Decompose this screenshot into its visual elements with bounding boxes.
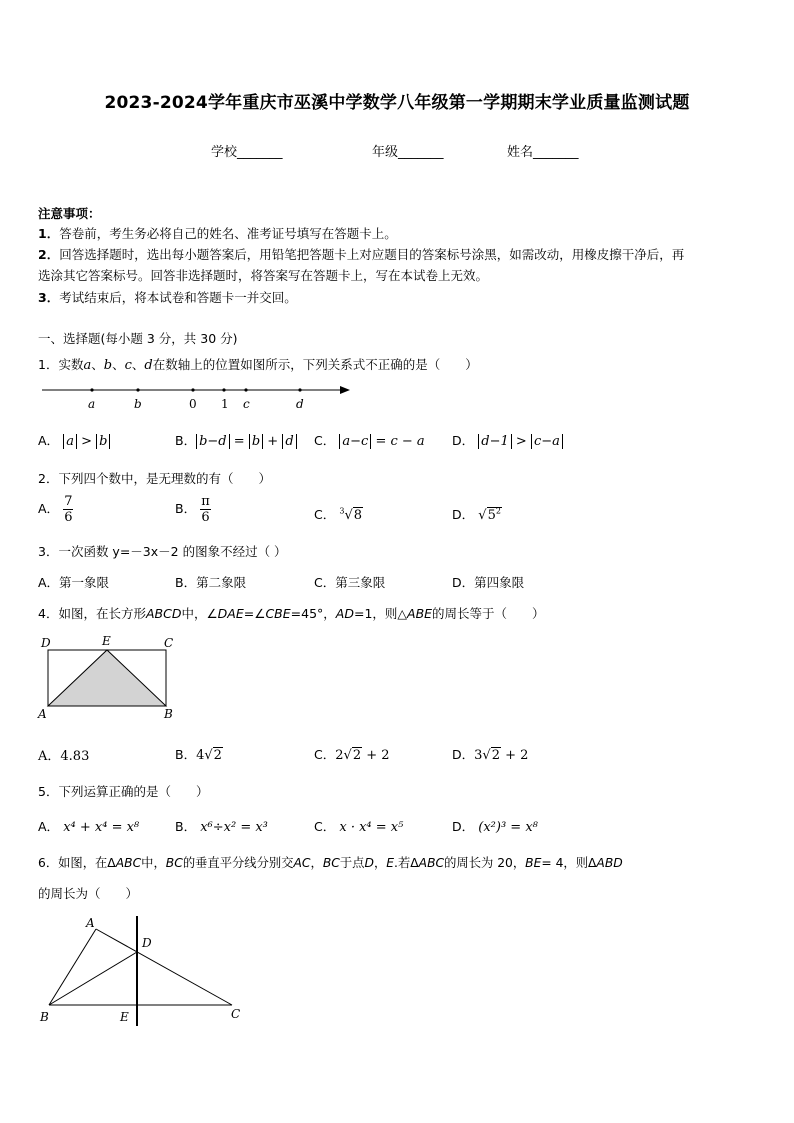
label-e: E (102, 634, 111, 648)
expr: x⁴ + x⁴ = x⁸ (63, 820, 140, 835)
q4-option-d: D．3√2 + 2 (452, 747, 529, 763)
triangle-name: ABC (418, 856, 445, 870)
point-d (298, 388, 301, 391)
notice-num: 1． (38, 226, 60, 241)
q6-text: 的周长为 20， (444, 856, 526, 870)
triangle-name: ABE (407, 606, 433, 621)
notice-text: 答卷前，考生务必将自己的姓名、准考证号填写在答题卡上。 (59, 226, 397, 241)
option-letter: A． (38, 819, 60, 834)
q1-stem-text: 在数轴上的位置如图所示，下列关系式不正确的是（ ） (152, 357, 478, 372)
radicand: 2 (213, 748, 222, 763)
var-b: b (103, 358, 113, 373)
q4-stem-text: =1，则△ (353, 606, 408, 621)
page-title: 2023-2024学年重庆市巫溪中学数学八年级第一学期期末学业质量监测试题 (104, 93, 690, 113)
triangle-abe (48, 650, 166, 706)
section-heading: 一、选择题(每小题 3 分，共 30 分) (38, 331, 238, 346)
q1-option-c (314, 431, 425, 449)
q2-option-d: D． $√5^2$ (452, 506, 501, 523)
segment-name: BC (165, 856, 183, 870)
point-a (90, 388, 93, 391)
radicand: 5 (487, 508, 496, 523)
option-letter: D． (452, 507, 475, 522)
q5-stem: 5．下列运算正确的是（ ） (38, 784, 209, 799)
var-c: c (124, 358, 132, 373)
angle-name: DAE (217, 606, 244, 621)
expr: b (96, 434, 110, 449)
q4-option-b: B．4√2 (175, 747, 222, 763)
q4-option-c: C．2√2 + 2 (314, 747, 390, 763)
segment-name: BE (525, 856, 542, 870)
expr: a (63, 434, 77, 449)
option-letter: C． (314, 747, 336, 762)
q4-figure (36, 632, 186, 724)
q6-text: 6．如图，在Δ (38, 856, 116, 870)
school-field: 学校_______ (211, 145, 283, 160)
label-a: A (86, 916, 95, 930)
root-index: 3 (339, 506, 345, 516)
q6-text: 的垂直平分线分别交 (182, 856, 294, 870)
expr: > (81, 434, 93, 449)
angle-name: CBE (265, 606, 291, 621)
label-b: B (164, 707, 173, 721)
q1-option-a (38, 431, 110, 449)
q3-stem: 3．一次函数 y=－3x－2 的图象不经过（ ） (38, 544, 287, 559)
q1-option-b (175, 431, 297, 449)
axis-label-1: 1 (221, 397, 229, 411)
label-c: C (231, 1007, 241, 1021)
q6-text: ， (373, 856, 387, 870)
triangle-name: ABC (115, 856, 142, 870)
q4-stem-text: 4．如图，在长方形 (38, 606, 146, 621)
triangle-name: ABD (596, 856, 623, 870)
q5-option-a (38, 817, 139, 835)
q6-text: 中， (141, 856, 166, 870)
expr: = c − a (375, 434, 425, 449)
q2-option-b (175, 494, 211, 525)
q2-option-c: C． $^3$√8 (314, 506, 363, 523)
q4-stem-text: 中，∠ (181, 606, 218, 621)
exponent: 2 (495, 506, 501, 516)
q4-stem-text: =∠ (243, 606, 266, 621)
option-letter: C． (314, 433, 336, 448)
q2-option-a (38, 494, 73, 525)
option-letter: B． (175, 433, 197, 448)
coefficient: 4 (196, 748, 205, 763)
expr: b−d (196, 434, 230, 449)
label-a: A (38, 707, 47, 721)
expr: > (515, 434, 527, 449)
expr: = (233, 434, 245, 449)
notice-num: 3． (38, 290, 60, 305)
q1-stem-text: 1．实数 (38, 357, 84, 372)
q3-option-b: B．第二象限 (175, 575, 247, 590)
expr: d−1 (478, 434, 512, 449)
segment-name: BC (322, 856, 340, 870)
axis-label-0: 0 (189, 397, 197, 411)
denominator: 6 (201, 510, 210, 525)
expr: c−a (531, 434, 563, 449)
notice-text: 考试结束后，将本试卷和答题卡一并交回。 (59, 290, 297, 305)
axis-label-a: a (88, 397, 96, 411)
q3-option-c: C．第三象限 (314, 575, 386, 590)
segment-name: AC (293, 856, 311, 870)
q6-stem-line2: 的周长为（ ） (38, 886, 139, 901)
q4-stem-text: 的周长等于（ ） (432, 606, 545, 621)
radicand: 8 (353, 508, 363, 523)
denominator: 6 (64, 510, 73, 525)
numerator: 7 (64, 494, 73, 509)
q4-stem (38, 604, 545, 622)
point-0 (191, 388, 194, 391)
notice-item-2 (38, 245, 684, 263)
option-letter: B． (175, 501, 197, 516)
sep: 、 (91, 357, 104, 372)
q5-option-c (314, 817, 403, 835)
label-c: C (164, 636, 174, 650)
segment-bd (49, 952, 137, 1005)
notice-item-1 (38, 224, 397, 242)
point-c (244, 388, 247, 391)
point-name: D (364, 856, 374, 870)
axis-label-d: d (296, 397, 304, 411)
expr: (x²)³ = x⁸ (478, 820, 538, 835)
q1-stem (38, 355, 478, 373)
expr: + (267, 434, 279, 449)
expr: a−c (339, 434, 371, 449)
fraction (63, 494, 73, 525)
expr: d (282, 434, 296, 449)
q5-option-d (452, 817, 538, 835)
notice-item-2-cont: 选涂其它答案标号。回答非选择题时，将答案写在答题卡上，写在本试卷上无效。 (38, 268, 489, 283)
notice-num: 2． (38, 247, 60, 262)
sep: 、 (131, 357, 145, 372)
q1-option-d (452, 431, 563, 449)
fraction (200, 494, 211, 525)
addend: + 2 (366, 748, 390, 763)
label-d: D (41, 636, 51, 650)
label-d: D (142, 936, 152, 950)
label-e: E (120, 1010, 129, 1024)
q3-option-a: A．第一象限 (38, 575, 110, 590)
q6-text: .若Δ (394, 856, 419, 870)
segment-name: AD (335, 606, 354, 621)
numerator: π (201, 494, 210, 509)
notice-heading: 注意事项： (38, 206, 101, 221)
q2-stem: 2．下列四个数中，是无理数的有（ ） (38, 471, 271, 486)
axis-label-b: b (134, 397, 142, 411)
q3-option-d: D．第四象限 (452, 575, 525, 590)
axis-label-c: c (243, 397, 250, 411)
radicand: 2 (352, 748, 362, 763)
q4-option-a: A．4.83 (38, 749, 90, 764)
grade-field: 年级_______ (372, 145, 444, 160)
number-line (38, 380, 358, 414)
radicand: 2 (491, 748, 500, 763)
var-a: a (83, 358, 92, 373)
option-letter: B． (175, 747, 197, 762)
option-letter: D． (452, 433, 475, 448)
q6-text: ， (310, 856, 323, 870)
addend: + 2 (505, 748, 529, 763)
axis-arrow (340, 386, 350, 394)
notice-item-3 (38, 288, 297, 306)
segment-ac (96, 929, 232, 1005)
expr: x · x⁴ = x⁵ (339, 820, 404, 835)
rect-name: ABCD (145, 606, 182, 621)
coefficient: 2 (335, 748, 344, 763)
q6-text: 于点 (339, 856, 365, 870)
option-letter: C． (314, 819, 336, 834)
option-letter: C． (314, 507, 336, 522)
notice-text: 回答选择题时，选出每小题答案后，用铅笔把答题卡上对应题目的答案标号涂黑，如需改动，用橡皮擦干净后，再 (59, 247, 685, 262)
q6-text: = 4，则Δ (541, 856, 597, 870)
q6-stem-line1 (38, 853, 623, 871)
segment-ab (49, 929, 96, 1005)
option-letter: A． (38, 501, 60, 516)
option-letter: D． (452, 819, 475, 834)
coefficient: 3 (474, 748, 483, 763)
expr: b (249, 434, 263, 449)
q6-figure (36, 914, 251, 1029)
point-b (136, 388, 139, 391)
q5-option-b (175, 817, 268, 835)
name-field: 姓名_______ (507, 145, 579, 160)
option-letter: A． (38, 433, 60, 448)
expr: x⁶÷x² = x³ (200, 820, 268, 835)
point-name: E (386, 856, 395, 870)
label-b: B (40, 1010, 49, 1024)
sep: 、 (112, 357, 125, 372)
option-letter: B． (175, 819, 197, 834)
var-d: d (144, 358, 153, 373)
q4-stem-text: =45°， (290, 606, 336, 621)
point-1 (222, 388, 225, 391)
option-letter: D． (452, 747, 475, 762)
